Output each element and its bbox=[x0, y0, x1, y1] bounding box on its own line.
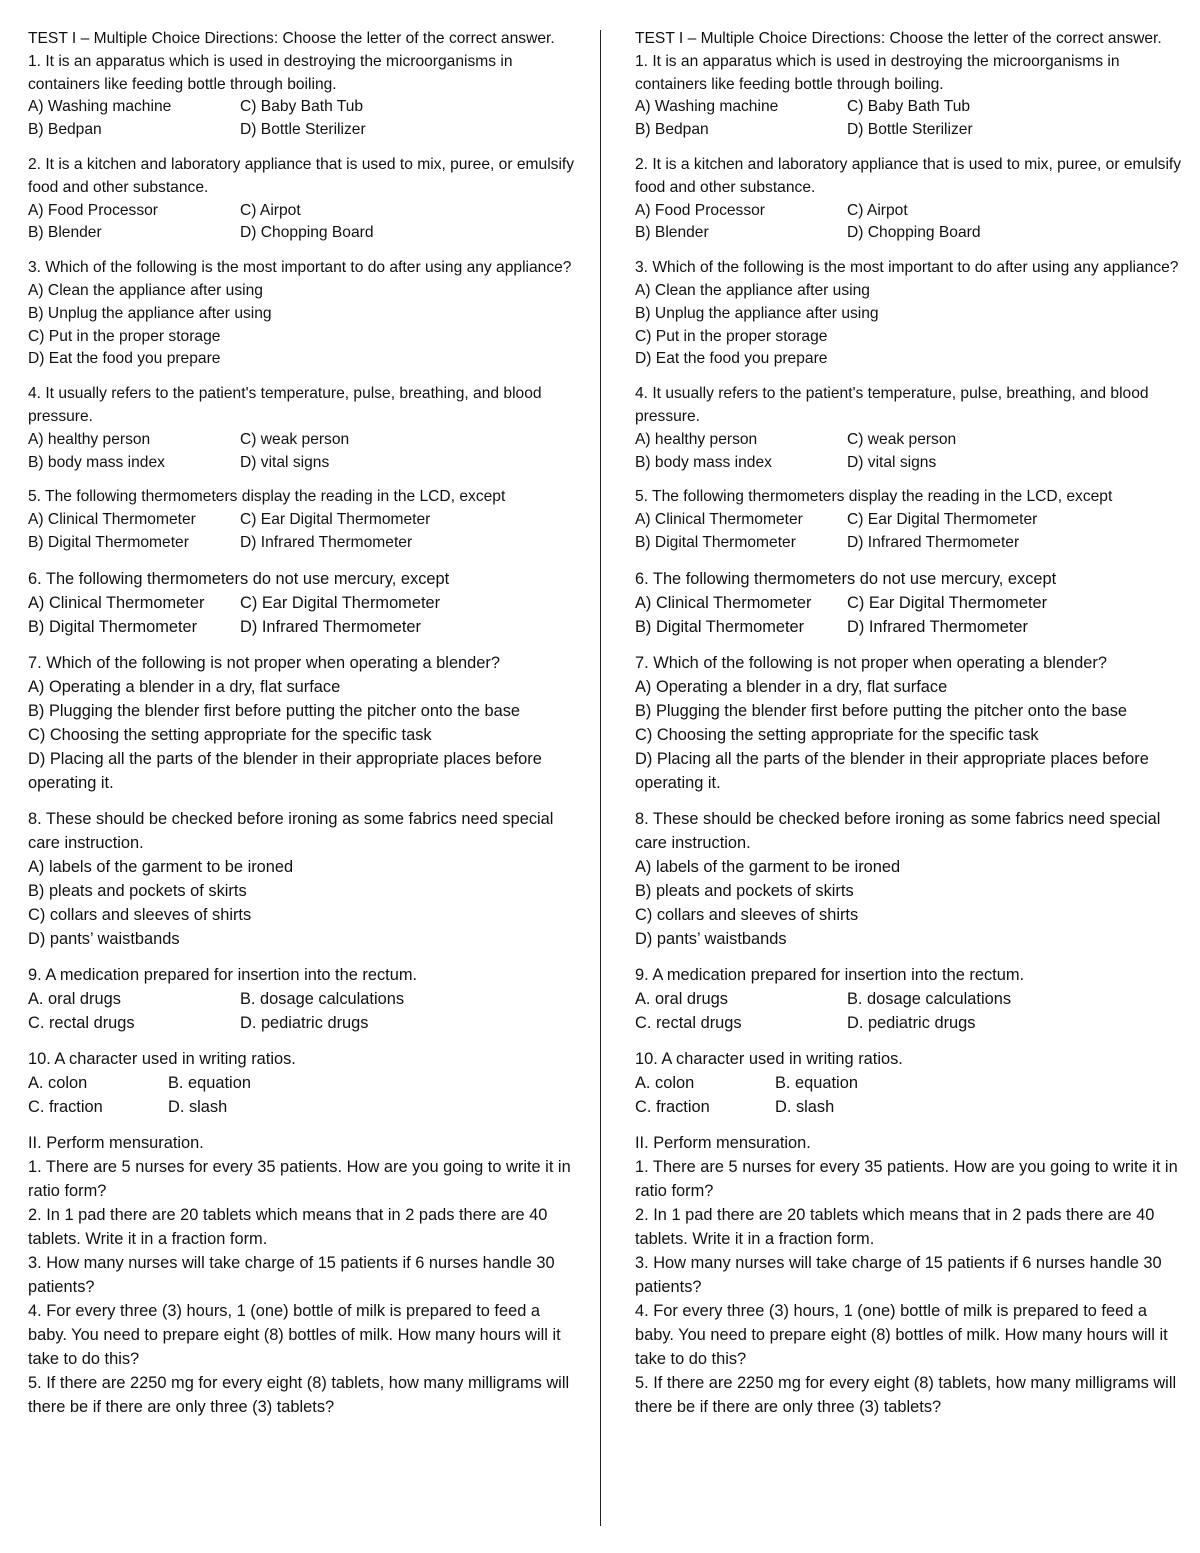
worksheet-right bbox=[635, 28, 1183, 1419]
choice-d: D) pants’ waistbands bbox=[28, 929, 180, 948]
choice-a: A) Clinical Thermometer bbox=[28, 593, 205, 612]
choice-b: B) Unplug the appliance after using bbox=[28, 304, 272, 322]
mensuration-item-5: 5. If there are 2250 mg for every eight (8) tablets, how many milligrams will there be if there are only three (3) tablets? bbox=[635, 1373, 1177, 1416]
test2-header: II. Perform mensuration. bbox=[635, 1133, 811, 1152]
choice-a: A) labels of the garment to be ironed bbox=[635, 857, 901, 876]
choice-d: D) Infrared Thermometer bbox=[847, 533, 1020, 551]
choice-c: C) weak person bbox=[847, 430, 957, 448]
question-10 bbox=[635, 1047, 1183, 1119]
choice-a: A) Clean the appliance after using bbox=[635, 281, 870, 299]
choice-b: B) Plugging the blender first before putting the pitcher onto the base bbox=[28, 701, 521, 720]
question-2 bbox=[635, 154, 1183, 245]
choice-b: B) Digital Thermometer bbox=[28, 533, 189, 551]
column-divider bbox=[600, 30, 601, 1526]
question-4 bbox=[28, 383, 576, 474]
question-6-text: 6. The following thermometers do not use mercury, except bbox=[28, 569, 450, 588]
mensuration-item-2: 2. In 1 pad there are 20 tablets which means that in 2 pads there are 40 tablets. Write it in a fraction form. bbox=[635, 1205, 1155, 1248]
question-8 bbox=[635, 807, 1183, 951]
choice-d: D) Infrared Thermometer bbox=[847, 617, 1028, 636]
choice-a: A. colon bbox=[635, 1073, 695, 1092]
choice-d: D) Placing all the parts of the blender in their appropriate places before operating it. bbox=[28, 749, 542, 792]
choice-a: A) Operating a blender in a dry, flat surface bbox=[28, 677, 341, 696]
mensuration-item-1: 1. There are 5 nurses for every 35 patients. How are you going to write it in ratio form? bbox=[28, 1157, 571, 1200]
test1-section bbox=[28, 28, 576, 142]
question-9-choices bbox=[635, 987, 1183, 1035]
choice-b: B) Blender bbox=[28, 224, 102, 242]
question-5-text: 5. The following thermometers display the reading in the LCD, except bbox=[635, 488, 1113, 506]
choice-a: A) Food Processor bbox=[635, 201, 765, 219]
question-9 bbox=[28, 963, 576, 1035]
question-9-text: 9. A medication prepared for insertion into the rectum. bbox=[635, 965, 1025, 984]
question-5-choices bbox=[28, 509, 576, 555]
choice-a: A) Clinical Thermometer bbox=[28, 511, 196, 529]
choice-a: A) Operating a blender in a dry, flat surface bbox=[635, 677, 948, 696]
choice-c: C) Baby Bath Tub bbox=[240, 98, 364, 116]
question-7-text: 7. Which of the following is not proper when operating a blender? bbox=[28, 653, 500, 672]
question-9-choices bbox=[28, 987, 576, 1035]
mensuration-item-1: 1. There are 5 nurses for every 35 patients. How are you going to write it in ratio form? bbox=[635, 1157, 1178, 1200]
choice-a: A) Washing machine bbox=[28, 98, 172, 116]
question-4 bbox=[635, 383, 1183, 474]
choice-c: C) Put in the proper storage bbox=[635, 327, 828, 345]
question-1-choices bbox=[635, 96, 1183, 142]
choice-d: D) Eat the food you prepare bbox=[28, 350, 221, 368]
choice-c: C. fraction bbox=[28, 1097, 103, 1116]
question-7 bbox=[28, 651, 576, 795]
choice-d: D. pediatric drugs bbox=[240, 1013, 369, 1032]
choice-b: B. dosage calculations bbox=[847, 989, 1012, 1008]
question-10 bbox=[28, 1047, 576, 1119]
question-2-text: 2. It is a kitchen and laboratory appliance that is used to mix, puree, or emulsify food and other substance. bbox=[28, 155, 575, 196]
choice-c: C. fraction bbox=[635, 1097, 710, 1116]
choice-a: A) healthy person bbox=[28, 430, 151, 448]
choice-c: C) Airpot bbox=[847, 201, 908, 219]
question-3-text: 3. Which of the following is the most important to do after using any appliance? bbox=[28, 259, 572, 277]
choice-b: B. dosage calculations bbox=[240, 989, 405, 1008]
choice-c: C. rectal drugs bbox=[635, 1013, 742, 1032]
question-6-choices bbox=[28, 591, 576, 639]
question-4-text: 4. It usually refers to the patient's temperature, pulse, breathing, and blood pressure. bbox=[28, 385, 542, 425]
worksheet-left bbox=[28, 28, 576, 1419]
question-9 bbox=[635, 963, 1183, 1035]
choice-c: C) collars and sleeves of shirts bbox=[28, 905, 252, 924]
choice-b: B) Unplug the appliance after using bbox=[635, 304, 879, 322]
mensuration-item-3: 3. How many nurses will take charge of 15 patients if 6 nurses handle 30 patients? bbox=[635, 1253, 1162, 1296]
question-6 bbox=[28, 567, 576, 639]
choice-b: B. equation bbox=[775, 1073, 858, 1092]
test1-header: TEST I – Multiple Choice Directions: Choose the letter of the correct answer. bbox=[28, 30, 555, 47]
choice-d: D) Infrared Thermometer bbox=[240, 533, 413, 551]
test1-section bbox=[635, 28, 1183, 142]
choice-b: B) Digital Thermometer bbox=[635, 533, 796, 551]
question-3 bbox=[635, 257, 1183, 371]
question-6-choices bbox=[635, 591, 1183, 639]
question-4-text: 4. It usually refers to the patient's temperature, pulse, breathing, and blood pressure. bbox=[635, 385, 1149, 425]
choice-c: C) Choosing the setting appropriate for the specific task bbox=[635, 725, 1039, 744]
mensuration-item-4: 4. For every three (3) hours, 1 (one) bottle of milk is prepared to feed a baby. You need to prepare eight (8) bottles of milk. How many hours will it take to do this? bbox=[28, 1301, 561, 1368]
choice-d: D) Infrared Thermometer bbox=[240, 617, 421, 636]
question-10-choices bbox=[635, 1071, 1183, 1119]
question-1-text: 1. It is an apparatus which is used in destroying the microorganisms in containers like feeding bottle through boiling. bbox=[635, 52, 1120, 93]
choice-d: D) Chopping Board bbox=[240, 224, 374, 242]
choice-b: B) Bedpan bbox=[28, 121, 102, 139]
choice-b: B) body mass index bbox=[28, 453, 165, 471]
choice-c: C) collars and sleeves of shirts bbox=[635, 905, 859, 924]
question-2-choices bbox=[635, 200, 1183, 246]
choice-a: A) Clinical Thermometer bbox=[635, 593, 812, 612]
question-3 bbox=[28, 257, 576, 371]
question-8-text: 8. These should be checked before ironing as some fabrics need special care instruction. bbox=[28, 809, 554, 852]
choice-b: B) pleats and pockets of skirts bbox=[635, 881, 854, 900]
choice-a: A) Food Processor bbox=[28, 201, 158, 219]
question-2-choices bbox=[28, 200, 576, 246]
question-6-text: 6. The following thermometers do not use mercury, except bbox=[635, 569, 1057, 588]
choice-c: C) Baby Bath Tub bbox=[847, 98, 971, 116]
choice-c: C. rectal drugs bbox=[28, 1013, 135, 1032]
test2-header: II. Perform mensuration. bbox=[28, 1133, 204, 1152]
test2-section bbox=[635, 1131, 1183, 1419]
mensuration-item-4: 4. For every three (3) hours, 1 (one) bottle of milk is prepared to feed a baby. You need to prepare eight (8) bottles of milk. How many hours will it take to do this? bbox=[635, 1301, 1168, 1368]
choice-a: A) labels of the garment to be ironed bbox=[28, 857, 294, 876]
choice-d: D) pants’ waistbands bbox=[635, 929, 787, 948]
mensuration-item-2: 2. In 1 pad there are 20 tablets which means that in 2 pads there are 40 tablets. Write it in a fraction form. bbox=[28, 1205, 548, 1248]
choice-c: C) weak person bbox=[240, 430, 350, 448]
choice-d: D) Chopping Board bbox=[847, 224, 981, 242]
choice-c: C) Ear Digital Thermometer bbox=[240, 593, 441, 612]
choice-a: A. oral drugs bbox=[635, 989, 728, 1008]
question-2 bbox=[28, 154, 576, 245]
choice-a: A. oral drugs bbox=[28, 989, 121, 1008]
choice-d: D) Placing all the parts of the blender in their appropriate places before operating it. bbox=[635, 749, 1149, 792]
choice-a: A) Clinical Thermometer bbox=[635, 511, 803, 529]
choice-b: B) pleats and pockets of skirts bbox=[28, 881, 247, 900]
question-6 bbox=[635, 567, 1183, 639]
choice-b: B) Blender bbox=[635, 224, 709, 242]
question-3-text: 3. Which of the following is the most important to do after using any appliance? bbox=[635, 259, 1179, 277]
choice-a: A) Washing machine bbox=[635, 98, 779, 116]
test1-header: TEST I – Multiple Choice Directions: Choose the letter of the correct answer. bbox=[635, 30, 1162, 47]
question-7-text: 7. Which of the following is not proper when operating a blender? bbox=[635, 653, 1107, 672]
question-5-choices bbox=[635, 509, 1183, 555]
question-10-choices bbox=[28, 1071, 576, 1119]
question-5 bbox=[28, 486, 576, 554]
question-9-text: 9. A medication prepared for insertion into the rectum. bbox=[28, 965, 418, 984]
choice-d: D) Bottle Sterilizer bbox=[240, 121, 366, 139]
choice-b: B) Digital Thermometer bbox=[28, 617, 198, 636]
choice-c: C) Airpot bbox=[240, 201, 301, 219]
question-7 bbox=[635, 651, 1183, 795]
question-1-choices bbox=[28, 96, 576, 142]
choice-c: C) Put in the proper storage bbox=[28, 327, 221, 345]
choice-b: B) Bedpan bbox=[635, 121, 709, 139]
choice-d: D) vital signs bbox=[847, 453, 937, 471]
question-5-text: 5. The following thermometers display the reading in the LCD, except bbox=[28, 488, 506, 506]
question-4-choices bbox=[635, 429, 1183, 475]
choice-b: B) Plugging the blender first before putting the pitcher onto the base bbox=[635, 701, 1128, 720]
choice-c: C) Ear Digital Thermometer bbox=[847, 593, 1048, 612]
choice-d: D. slash bbox=[775, 1097, 835, 1116]
mensuration-item-3: 3. How many nurses will take charge of 15 patients if 6 nurses handle 30 patients? bbox=[28, 1253, 555, 1296]
choice-b: B) body mass index bbox=[635, 453, 772, 471]
choice-c: C) Ear Digital Thermometer bbox=[847, 511, 1038, 529]
question-8-text: 8. These should be checked before ironing as some fabrics need special care instruction. bbox=[635, 809, 1161, 852]
choice-a: A. colon bbox=[28, 1073, 88, 1092]
question-10-text: 10. A character used in writing ratios. bbox=[28, 1049, 296, 1068]
choice-d: D. slash bbox=[168, 1097, 228, 1116]
question-5 bbox=[635, 486, 1183, 554]
choice-b: B) Digital Thermometer bbox=[635, 617, 805, 636]
question-10-text: 10. A character used in writing ratios. bbox=[635, 1049, 903, 1068]
question-8 bbox=[28, 807, 576, 951]
choice-d: D. pediatric drugs bbox=[847, 1013, 976, 1032]
choice-d: D) vital signs bbox=[240, 453, 330, 471]
choice-d: D) Bottle Sterilizer bbox=[847, 121, 973, 139]
test2-section bbox=[28, 1131, 576, 1419]
choice-d: D) Eat the food you prepare bbox=[635, 350, 828, 368]
question-1-text: 1. It is an apparatus which is used in destroying the microorganisms in containers like feeding bottle through boiling. bbox=[28, 52, 513, 93]
choice-a: A) Clean the appliance after using bbox=[28, 281, 263, 299]
choice-c: C) Ear Digital Thermometer bbox=[240, 511, 431, 529]
choice-b: B. equation bbox=[168, 1073, 251, 1092]
choice-a: A) healthy person bbox=[635, 430, 758, 448]
mensuration-item-5: 5. If there are 2250 mg for every eight (8) tablets, how many milligrams will there be if there are only three (3) tablets? bbox=[28, 1373, 570, 1416]
choice-c: C) Choosing the setting appropriate for the specific task bbox=[28, 725, 432, 744]
question-2-text: 2. It is a kitchen and laboratory appliance that is used to mix, puree, or emulsify food and other substance. bbox=[635, 155, 1182, 196]
question-4-choices bbox=[28, 429, 576, 475]
